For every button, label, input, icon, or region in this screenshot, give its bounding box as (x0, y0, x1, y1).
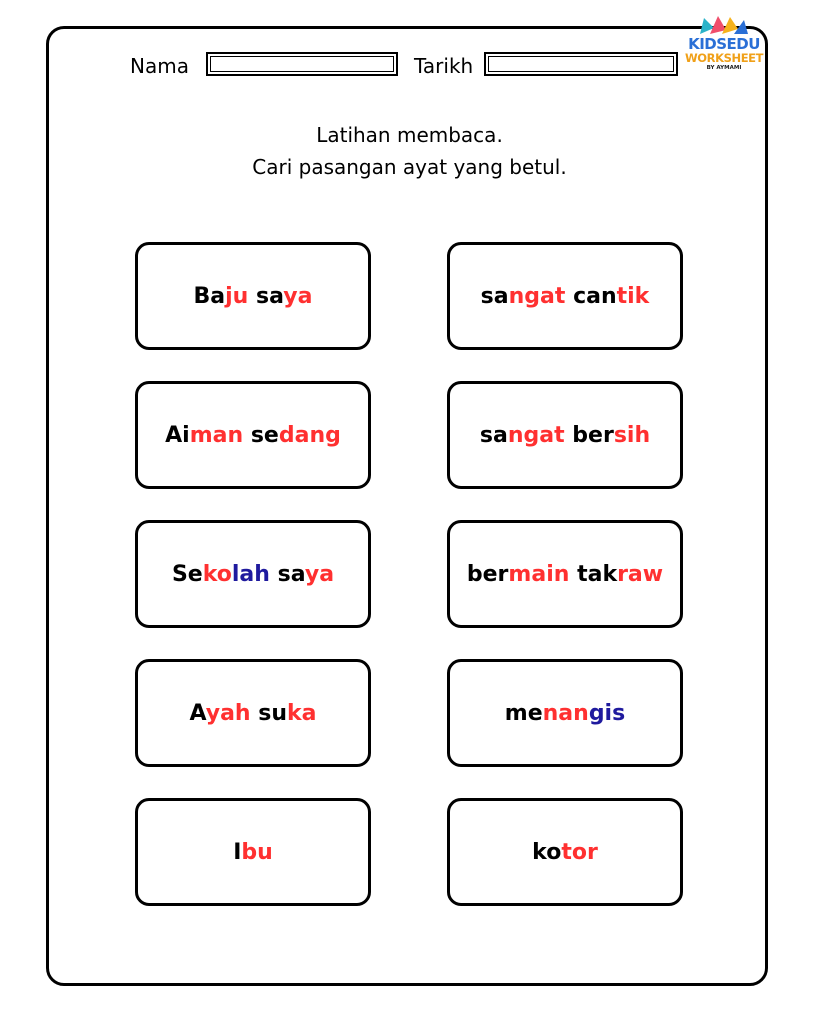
syllable: tik (616, 283, 650, 309)
syllable: Ba (193, 283, 226, 309)
syllable: sa (256, 283, 284, 309)
left-card-2[interactable] (135, 381, 371, 489)
syllable: nan (542, 700, 589, 726)
syllable: dang (278, 422, 341, 448)
right-card-5[interactable] (447, 798, 683, 906)
syllable: ngat (507, 422, 565, 448)
syllable: gis (588, 700, 626, 726)
right-card-text (505, 701, 625, 726)
right-card-1[interactable] (447, 242, 683, 350)
right-card-text (467, 562, 663, 587)
syllable: lah (231, 561, 270, 587)
syllable (270, 562, 278, 587)
instruction-line1: Latihan membaca. (316, 123, 503, 147)
logo-line3: BY AYMAMI (706, 65, 742, 71)
syllable: A (189, 700, 206, 726)
right-card-text (532, 840, 598, 865)
left-card-text (233, 840, 273, 865)
syllable: ber (572, 422, 614, 448)
instruction-line2: Cari pasangan ayat yang betul. (252, 155, 567, 179)
syllable: ka (287, 700, 317, 726)
syllable: Ai (165, 422, 190, 448)
syllable: su (258, 700, 288, 726)
syllable (243, 423, 251, 448)
syllable: main (508, 561, 570, 587)
syllable: ya (304, 561, 335, 587)
logo-line1: KIDSEDU (688, 35, 760, 53)
syllable: ya (283, 283, 313, 309)
name-label: Nama (130, 54, 189, 78)
syllable: can (573, 283, 617, 309)
left-card-text (165, 423, 341, 448)
syllable: ko (532, 839, 562, 865)
syllable: sa (277, 561, 305, 587)
left-card-text (194, 284, 313, 309)
syllable: ngat (508, 283, 566, 309)
syllable: tor (561, 839, 598, 865)
left-card-3[interactable] (135, 520, 371, 628)
syllable: bu (241, 839, 273, 865)
syllable: tak (577, 561, 618, 587)
syllable (248, 284, 256, 309)
syllable (565, 284, 573, 309)
syllable: sa (479, 422, 508, 448)
syllable: me (504, 700, 543, 726)
name-input[interactable] (206, 52, 398, 76)
right-card-text (481, 284, 650, 309)
syllable: man (189, 422, 244, 448)
syllable: raw (617, 561, 664, 587)
left-card-1[interactable] (135, 242, 371, 350)
syllable (569, 562, 577, 587)
crown-icon (696, 14, 752, 36)
syllable: se (250, 422, 279, 448)
left-card-text (189, 701, 316, 726)
right-card-3[interactable] (447, 520, 683, 628)
right-card-text (480, 423, 650, 448)
syllable: sih (613, 422, 651, 448)
syllable: sa (480, 283, 509, 309)
left-card-5[interactable] (135, 798, 371, 906)
kidsedu-logo (684, 14, 764, 76)
syllable: I (233, 839, 242, 865)
right-card-4[interactable] (447, 659, 683, 767)
syllable: ko (202, 561, 232, 587)
right-card-2[interactable] (447, 381, 683, 489)
logo-line2: WORKSHEET (684, 51, 764, 65)
date-label: Tarikh (414, 54, 474, 78)
syllable: Se (171, 561, 203, 587)
left-card-text (172, 562, 334, 587)
date-input[interactable] (484, 52, 678, 76)
syllable: ju (225, 283, 249, 309)
syllable: yah (205, 700, 251, 726)
syllable: ber (466, 561, 509, 587)
left-card-4[interactable] (135, 659, 371, 767)
